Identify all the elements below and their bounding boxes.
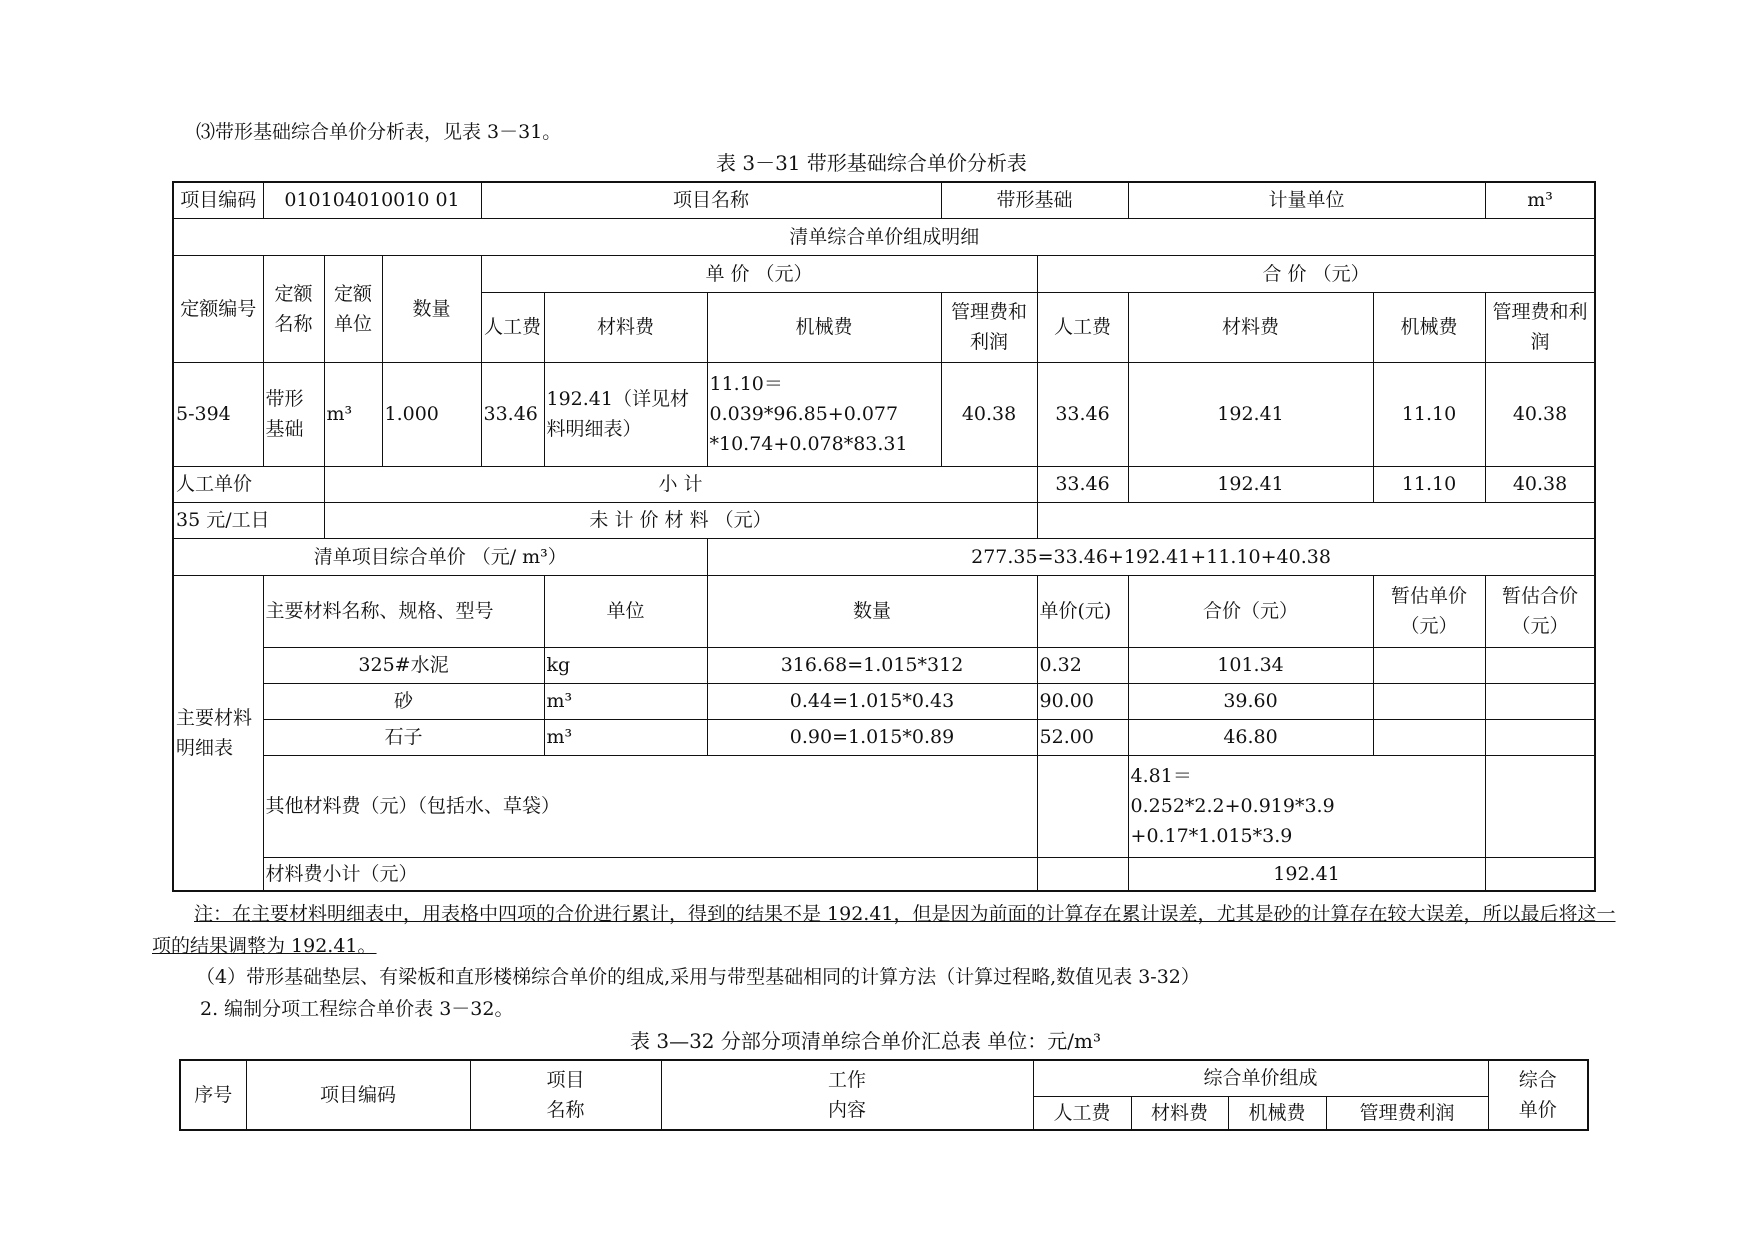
unpriced-material-value: [1037, 502, 1595, 538]
material-row: [173, 719, 1595, 755]
other-material-price: [1037, 755, 1128, 857]
mat-header-unit: 单位: [544, 575, 707, 647]
row-up-material: 192.41（详见材料明细表）: [544, 362, 707, 466]
header-up-machine: 机械费: [707, 292, 941, 362]
labor-rate-label: 人工单价: [173, 466, 324, 502]
mat-est-total: [1485, 647, 1595, 683]
t2-header-work-line1: 工作: [827, 1069, 866, 1091]
mat-est-price: [1373, 683, 1485, 719]
header-tp-material: 材料费: [1128, 292, 1373, 362]
unpriced-material-label: 未 计 价 材 料 （元）: [324, 502, 1037, 538]
t2-header-name-line1: 项目: [546, 1069, 585, 1091]
row-tp-labor: 33.46: [1037, 362, 1128, 466]
row-up-machine-line2: 0.039*96.85+0.077: [709, 403, 899, 425]
row-tp-mgmt: 40.38: [1485, 362, 1595, 466]
row-quota-no: 5-394: [173, 362, 263, 466]
subtotal-machine: 11.10: [1373, 466, 1485, 502]
material-row: [173, 647, 1595, 683]
t2-header-name: [470, 1060, 661, 1130]
t2-header-labor: 人工费: [1033, 1096, 1131, 1130]
row-up-labor: 33.46: [481, 362, 544, 466]
subtotal-label: 小 计: [324, 466, 1037, 502]
t2-header-composition: 综合单价组成: [1033, 1060, 1488, 1096]
header-tp-mgmt: 管理费和利润: [1485, 292, 1595, 362]
unit-label: 计量单位: [1128, 182, 1485, 218]
subtotal-mgmt: 40.38: [1485, 466, 1595, 502]
t2-header-work-line2: 内容: [827, 1099, 866, 1121]
row-quota-name: 带形基础: [263, 362, 324, 466]
t2-header-work: [661, 1060, 1033, 1130]
mat-header-name: 主要材料名称、规格、型号: [263, 575, 544, 647]
row-up-mgmt: 40.38: [941, 362, 1037, 466]
header-tp-machine: 机械费: [1373, 292, 1485, 362]
mat-qty: 0.44=1.015*0.43: [707, 683, 1037, 719]
row-quota-unit: m³: [324, 362, 382, 466]
mat-price: 52.00: [1037, 719, 1128, 755]
row-tp-material: 192.41: [1128, 362, 1373, 466]
header-tp-labor: 人工费: [1037, 292, 1128, 362]
t2-header-no: 序号: [180, 1060, 246, 1130]
mat-est-price: [1373, 719, 1485, 755]
mat-est-price: [1373, 647, 1485, 683]
mat-header-price: 单价(元): [1037, 575, 1128, 647]
table1-caption: 表 3－31 带形基础综合单价分析表: [716, 151, 1027, 175]
header-quota-unit: 定额单位: [324, 255, 382, 362]
mat-header-est-price: 暂估单价（元）: [1373, 575, 1485, 647]
header-quota-no: 定额编号: [173, 255, 263, 362]
unit-value: m³: [1485, 182, 1595, 218]
paragraph-4: （4）带形基础垫层、有梁板和直形楼梯综合单价的组成,采用与带型基础相同的计算方法（计算过程略,数值见表 3-32）: [196, 966, 1200, 988]
t2-header-composite-line1: 综合: [1518, 1069, 1557, 1091]
summary-price-table: [179, 1059, 1589, 1131]
mat-header-est-total: 暂估合价（元）: [1485, 575, 1595, 647]
other-material-est-price: [1485, 755, 1595, 857]
mat-price: 0.32: [1037, 647, 1128, 683]
mat-name: 砂: [263, 683, 544, 719]
composite-price-value: 277.35=33.46+192.41+11.10+40.38: [707, 538, 1595, 575]
mat-unit: m³: [544, 683, 707, 719]
composite-price-label: 清单项目综合单价 （元/ m³）: [173, 538, 707, 575]
row-quantity: 1.000: [382, 362, 481, 466]
header-quantity: 数量: [382, 255, 481, 362]
project-name-label: 项目名称: [481, 182, 941, 218]
subtotal-material: 192.41: [1128, 466, 1373, 502]
mat-name: 石子: [263, 719, 544, 755]
mat-qty: 316.68=1.015*312: [707, 647, 1037, 683]
mat-est-total: [1485, 719, 1595, 755]
t2-header-mgmt: 管理费利润: [1326, 1096, 1488, 1130]
material-subtotal-price: [1037, 857, 1128, 891]
intro-line: ⑶带形基础综合单价分析表，见表 3－31。: [196, 121, 562, 143]
project-name: 带形基础: [941, 182, 1128, 218]
other-material-line1: 4.81＝: [1130, 765, 1192, 787]
header-up-labor: 人工费: [481, 292, 544, 362]
t2-header-machine: 机械费: [1228, 1096, 1326, 1130]
mat-price: 90.00: [1037, 683, 1128, 719]
mat-est-total: [1485, 683, 1595, 719]
t2-header-name-line2: 名称: [546, 1099, 585, 1121]
mat-total: 39.60: [1128, 683, 1373, 719]
row-up-machine-line3: *10.74+0.078*83.31: [709, 433, 908, 455]
mat-header-qty: 数量: [707, 575, 1037, 647]
material-detail-section: 主要材料明细表: [173, 575, 263, 891]
header-total-price: 合 价 （元）: [1037, 255, 1595, 292]
header-quota-name: 定额名称: [263, 255, 324, 362]
material-subtotal-label: 材料费小计（元）: [263, 857, 1037, 891]
material-row: [173, 683, 1595, 719]
row-up-machine: [707, 362, 941, 466]
other-material-total: [1128, 755, 1485, 857]
mat-unit: m³: [544, 719, 707, 755]
note-paragraph: 注：在主要材料明细表中，用表格中四项的合价进行累计，得到的结果不是 192.41，但是因为前面的计算存在累计误差，尤其是砂的计算存在较大误差，所以最后将这一项的结果调整为 192.41。: [152, 903, 1616, 957]
unit-price-analysis-table: [172, 181, 1596, 892]
mat-header-total: 合价（元）: [1128, 575, 1373, 647]
subtotal-labor: 33.46: [1037, 466, 1128, 502]
t2-header-material: 材料费: [1131, 1096, 1228, 1130]
mat-unit: kg: [544, 647, 707, 683]
t2-header-code: 项目编码: [246, 1060, 470, 1130]
mat-total: 46.80: [1128, 719, 1373, 755]
header-unit-price: 单 价 （元）: [481, 255, 1037, 292]
mat-total: 101.34: [1128, 647, 1373, 683]
t2-header-composite-line2: 单价: [1518, 1099, 1557, 1121]
table2-caption: 表 3—32 分部分项清单综合单价汇总表 单位：元/m³: [630, 1029, 1101, 1053]
project-code: 010104010010 01: [263, 182, 481, 218]
material-subtotal-est-price: [1485, 857, 1595, 891]
section-title: 清单综合单价组成明细: [173, 218, 1595, 255]
mat-name: 325#水泥: [263, 647, 544, 683]
row-tp-machine: 11.10: [1373, 362, 1485, 466]
paragraph-2: 2. 编制分项工程综合单价表 3－32。: [200, 998, 514, 1020]
material-subtotal-value: 192.41: [1128, 857, 1485, 891]
other-material-line3: +0.17*1.015*3.9: [1130, 825, 1293, 847]
mat-qty: 0.90=1.015*0.89: [707, 719, 1037, 755]
header-up-material: 材料费: [544, 292, 707, 362]
labor-rate-value: 35 元/工日: [173, 502, 324, 538]
project-code-label: 项目编码: [173, 182, 263, 218]
other-material-label: 其他材料费（元）（包括水、草袋）: [263, 755, 1037, 857]
header-up-mgmt: 管理费和利润: [941, 292, 1037, 362]
t2-header-composite: [1488, 1060, 1588, 1130]
row-up-machine-line1: 11.10＝: [709, 373, 783, 395]
other-material-line2: 0.252*2.2+0.919*3.9: [1130, 795, 1335, 817]
